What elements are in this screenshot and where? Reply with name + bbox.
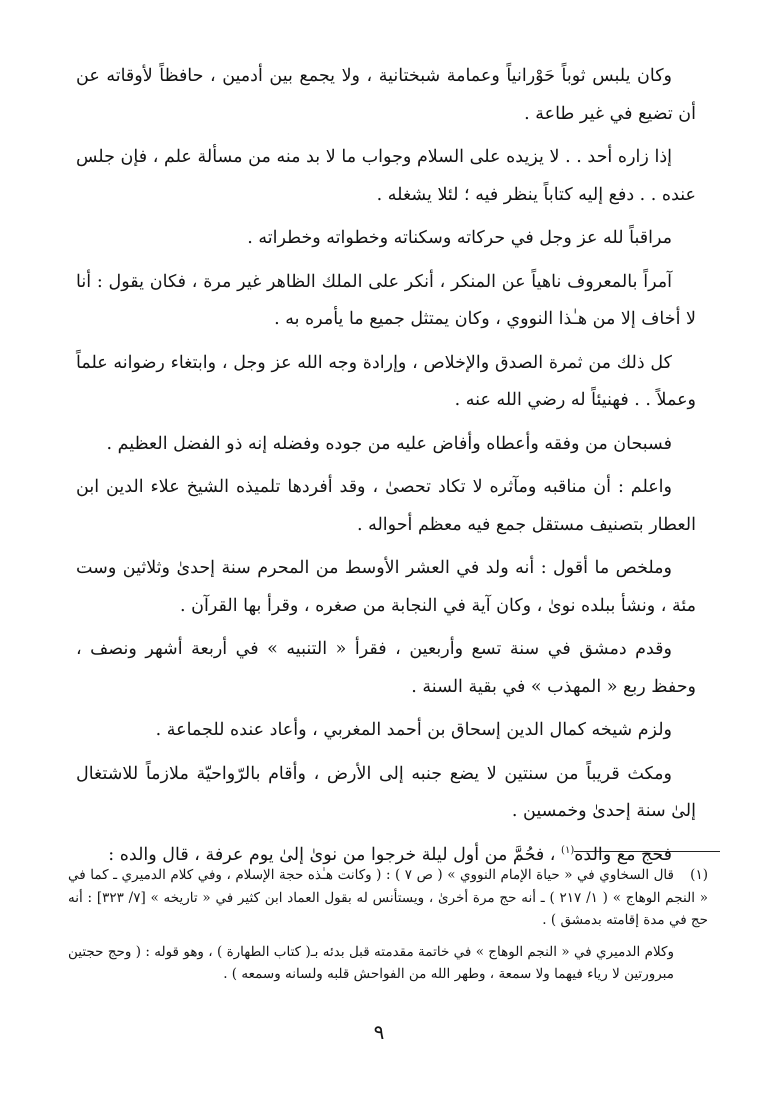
paragraph: ولزم شيخه كمال الدين إسحاق بن أحمد المغربي ، وأعاد عنده للجماعة . — [155, 720, 672, 740]
footnote — [68, 864, 708, 932]
paragraph: وكان يلبس ثوباً حَوْرانياً وعمامة شبختانية ، ولا يجمع بين أدمين ، حافظاً لأوقاته عن أن تضيع في غير طاعة . — [76, 66, 696, 124]
page-number: ٩ — [373, 1020, 385, 1044]
paragraph: واعلم : أن مناقبه ومآثره لا تكاد تحصىٰ ، وقد أفردها تلميذه الشيخ علاء الدين ابن العطار بتصنيف مستقل جمع فيه معظم أحواله . — [76, 477, 696, 535]
paragraph: آمراً بالمعروف ناهياً عن المنكر ، أنكر على الملك الظاهر غير مرة ، فكان يقول : أنا لا أخاف إلا من هـٰذا النووي ، وكان يمتثل جميع ما يأمره به . — [76, 271, 696, 329]
footnote-number: (١) — [690, 867, 708, 883]
footnote-text: قال السخاوي في « حياة الإمام النووي » ( ص ٧ ) : ( وكانت هـٰذه حجة الإسلام ، وفي كلام الدميري ـ كما في « النجم الوهاج » ( ١/ ٢١٧ ) ـ أنه حج مرة أخرىٰ ، ويستأنس له بقول العماد ابن كثير في « تاريخه » [٧/ ٣٢٣] : أنه حج في مدة إقامته بدمشق ) . — [68, 867, 708, 928]
paragraph: فسبحان من وفقه وأعطاه وأفاض عليه من جوده وفضله إنه ذو الفضل العظيم . — [106, 433, 672, 454]
paragraph: مراقباً لله عز وجل في حركاته وسكناته وخطواته وخطراته . — [247, 228, 672, 248]
paragraph-text: ، فحُمَّ من أول ليلة خرجوا من نوىٰ إلىٰ يوم عرفة ، قال والده : — [108, 844, 562, 865]
footnote-divider — [574, 851, 720, 852]
footnote-continuation: وكلام الدميري في « النجم الوهاج » في خاتمة مقدمته قبل بدئه بـ( كتاب الطهارة ) ، وهو قوله : ( وحج حجتين مبرورتين لا رياء فيهما ولا سمعة ، وطهر الله من الفواحش قلبه ولسانه وسمعه ) . — [68, 943, 674, 982]
footnotes — [68, 864, 708, 995]
paragraph: إذا زاره أحد . . لا يزيده على السلام وجواب ما لا بد منه من مسألة علم ، فإن جلس عنده . . دفع إليه كتاباً ينظر فيه ؛ لئلا يشغله . — [76, 147, 696, 205]
paragraph-text: فحج مع والده — [574, 844, 672, 865]
paragraph: وملخص ما أقول : أنه ولد في العشر الأوسط من المحرم سنة إحدىٰ وثلاثين وست مئة ، ونشأ ببلده نوىٰ ، وكان آية في النجابة من صغره ، وقرأ بها القرآن . — [76, 558, 696, 616]
paragraph: كل ذلك من ثمرة الصدق والإخلاص ، وإرادة وجه الله عز وجل ، وابتغاء رضوانه علماً وعملاً . . فهنيئاً له رضي الله عنه . — [76, 352, 696, 410]
footnote-marker[interactable]: (١) — [561, 844, 575, 856]
main-text — [76, 58, 696, 880]
paragraph: وقدم دمشق في سنة تسع وأربعين ، فقرأ « التنبيه » في أربعة أشهر ونصف ، وحفظ ربع « المهذب » في بقية السنة . — [76, 639, 696, 697]
paragraph: ومكث قريباً من سنتين لا يضع جنبه إلى الأرض ، وأقام بالرّواحيّة ملازماً للاشتغال إلىٰ سنة إحدىٰ وخمسين . — [76, 763, 696, 821]
